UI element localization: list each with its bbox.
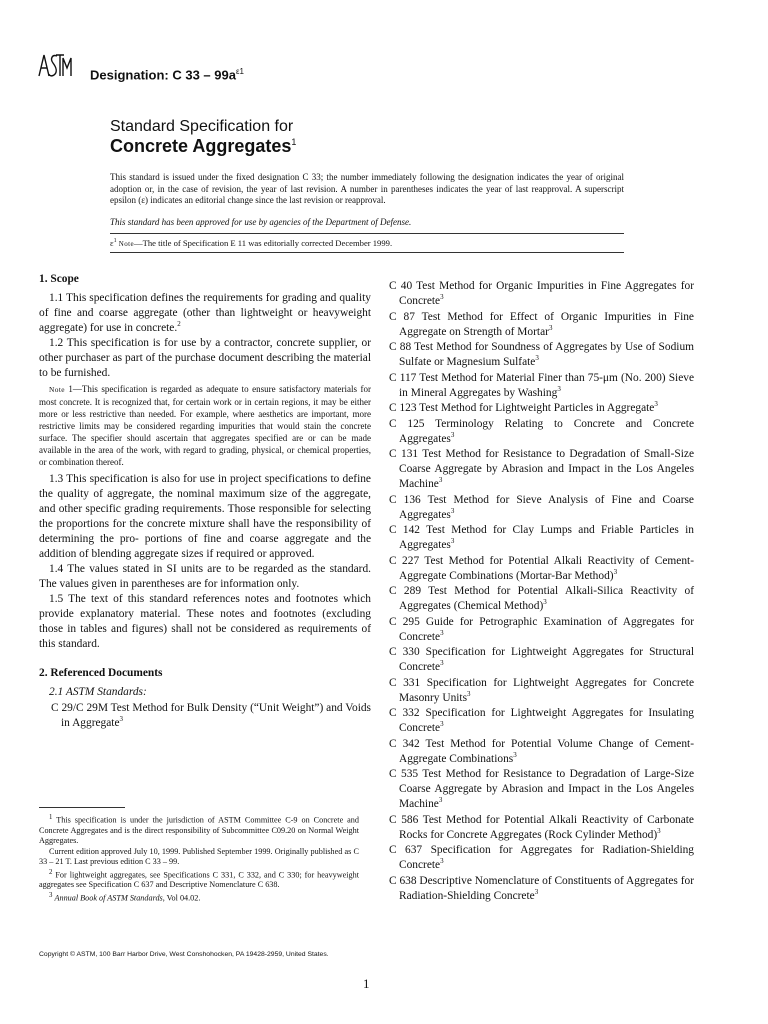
reference-text: C 289 Test Method for Potential Alkali-Silica Reactivity of Aggregates (Chemical Method) — [389, 585, 694, 612]
paragraph-1-1 — [39, 291, 371, 336]
reference-footnote-ref: 3 — [535, 354, 539, 362]
reference-item — [389, 645, 694, 675]
reference-item — [389, 874, 694, 904]
paragraph-1-1-text: 1.1 This specification defines the requirements for grading and quality of fine and coarse aggregate (other than lightweight or heavyweight aggregate) for use in concrete. — [39, 292, 371, 334]
reference-item — [389, 371, 694, 401]
footnote-1 — [39, 813, 359, 846]
reference-item — [389, 554, 694, 584]
reference-item — [389, 843, 694, 873]
section-1-heading: 1. Scope — [39, 273, 79, 285]
reference-item — [389, 767, 694, 812]
reference-footnote-ref: 3 — [654, 400, 658, 408]
footnote-2 — [39, 868, 359, 891]
divider-top — [110, 233, 624, 234]
footnote-2-marker: 2 — [49, 868, 53, 876]
footnote-3-rest: , Vol 04.02. — [162, 894, 201, 904]
paragraph-1-2: 1.2 This specification is for use by a contractor, concrete supplier, or other purchaser as part of the purchase document describing the material to be furnished. — [39, 337, 371, 379]
reference-text: C 123 Test Method for Lightweight Particles in Aggregate — [389, 402, 655, 414]
reference-footnote-ref: 3 — [119, 715, 124, 723]
reference-text: C 227 Test Method for Potential Alkali Reactivity of Cement-Aggregate Combinations (Mortar-Bar Method) — [389, 554, 694, 582]
reference-text: C 330 Specification for Lightweight Aggregates for Structural Concrete — [389, 646, 694, 673]
reference-item — [389, 584, 694, 614]
reference-footnote-ref: 3 — [557, 384, 561, 393]
reference-text: C 125 Terminology Relating to Concrete and Concrete Aggregates — [389, 417, 694, 445]
reference-text: C 29/C 29M Test Method for Bulk Density (“Unit Weight”) and Voids in Aggregate — [51, 702, 371, 729]
editorial-note-text: —The title of Specification E 11 was editorially corrected December 1999. — [133, 238, 393, 248]
paragraph-1-4: 1.4 The values stated in SI units are to be regarded as the standard. The values given in parentheses are for information only. — [39, 563, 371, 590]
reference-footnote-ref: 3 — [534, 887, 539, 896]
note-1-text: 1—This specification is regarded as adequate to ensure satisfactory materials for most concrete. It is recognized that, for certain work or in certain regions, it may be either more or less restrictive than needed. For example, where aesthetics are important, more restrictive limits may be considered regarding impurities that would stain the concrete surface. The specifier should ascertain that aggregates specified are or can be made available in the area of the work, with regard to grading, physical, or chemical properties, or combination thereof. — [39, 384, 371, 467]
page-number: 1 — [363, 976, 370, 991]
reference-item — [389, 706, 694, 736]
reference-text: C 88 Test Method for Soundness of Aggregates by Use of Sodium Sulfate or Magnesium Sulfate — [389, 341, 694, 368]
divider-bottom — [110, 252, 624, 253]
designation — [90, 67, 244, 82]
footnote-divider — [39, 807, 125, 808]
reference-footnote-ref: 3 — [440, 628, 444, 637]
reference-text: C 535 Test Method for Resistance to Degradation of Large-Size Coarse Aggregate by Abrasion and Impact in the Los Angeles Machine — [389, 768, 694, 810]
reference-item — [389, 493, 694, 523]
footnote-3-marker: 3 — [49, 892, 53, 900]
reference-item — [39, 701, 371, 731]
reference-footnote-ref: 3 — [440, 857, 444, 865]
editorial-note — [110, 238, 392, 248]
reference-text: C 637 Specification for Aggregates for Radiation-Shielding Concrete — [389, 844, 694, 871]
reference-item — [389, 279, 694, 309]
reference-text: C 142 Test Method for Clay Lumps and Friable Particles in Aggregates — [389, 524, 694, 551]
reference-item — [389, 523, 694, 553]
reference-footnote-ref: 3 — [438, 476, 443, 484]
astm-standards-subheading: 2.1 ASTM Standards: — [49, 686, 147, 698]
reference-footnote-ref: 3 — [450, 537, 455, 545]
reference-text: C 295 Guide for Petrographic Examination of Aggregates for Concrete — [389, 615, 694, 643]
reference-footnote-ref: 3 — [543, 598, 547, 606]
reference-item — [389, 447, 694, 492]
reference-text: C 586 Test Method for Potential Alkali Reactivity of Carbonate Rocks for Concrete Aggregates (Rock Cylinder Method) — [389, 813, 694, 841]
title-line-1: Standard Specification for — [110, 118, 294, 135]
reference-footnote-ref: 3 — [440, 720, 444, 728]
note-1-label: Note — [49, 385, 65, 394]
reference-item — [389, 676, 694, 706]
footnote-1-continued: Current edition approved July 10, 1999. Published September 1999. Originally published as C 33 – 21 T. Last previous edition C 33 – 99. — [39, 846, 359, 866]
reference-footnote-ref: 3 — [657, 826, 661, 835]
reference-text: C 332 Specification for Lightweight Aggregates for Insulating Concrete — [389, 707, 694, 734]
section-2-heading: 2. Referenced Documents — [39, 667, 163, 679]
right-column — [389, 279, 694, 904]
reference-footnote-ref: 3 — [450, 506, 455, 515]
reference-text: C 342 Test Method for Potential Volume Change of Cement-Aggregate Combinations — [389, 737, 694, 765]
designation-text: Designation: C 33 – 99a — [90, 67, 236, 83]
footnote-3 — [39, 891, 359, 904]
footnote-2-text: For lightweight aggregates, see Specifications C 331, C 332, and C 330; for heavyweight aggregates see Specification C 637 and Descriptive Nomenclature C 638. — [39, 870, 360, 890]
reference-footnote-ref: 3 — [440, 659, 444, 667]
paragraph-1-5: 1.5 The text of this standard references notes and footnotes which provide explanatory material. These notes and footnotes (excluding those in tables and figures) shall not be considered as requirements of this standard. — [39, 593, 371, 650]
reference-footnote-ref: 3 — [548, 323, 553, 332]
editorial-note-label: Note — [118, 240, 134, 248]
astm-logo — [36, 50, 74, 80]
reference-footnote-ref: 3 — [513, 750, 517, 759]
footnote-3-italic: Annual Book of ASTM Standards — [54, 894, 163, 904]
issuance-statement: This standard is issued under the fixed designation C 33; the number immediately following the designation indicates the year of original adoption or, in the case of revision, the year of last revision. A number in parentheses indicates the year of last reapproval. A superscript epsilon (ε) indicates an editorial change since the last revision or reapproval. — [110, 172, 624, 205]
editorial-note-prefix-sup: 1 — [113, 238, 117, 245]
title-footnote-ref: 1 — [291, 137, 297, 147]
reference-footnote-ref: 3 — [613, 567, 618, 576]
copyright-notice: Copyright © ASTM, 100 Barr Harbor Drive, West Conshohocken, PA 19428-2959, United States. — [39, 951, 329, 958]
footnotes — [39, 813, 359, 905]
reference-footnote-ref: 3 — [440, 293, 444, 301]
reference-text: C 131 Test Method for Resistance to Degradation of Small-Size Coarse Aggregate by Abrasion and Impact in the Los Angeles Machine — [389, 448, 694, 490]
footnote-ref-2: 2 — [177, 320, 181, 328]
editorial-note-prefix: ε — [110, 238, 114, 248]
note-1 — [39, 383, 371, 468]
reference-item — [389, 417, 694, 447]
footnote-1-text: This specification is under the jurisdiction of ASTM Committee C-9 on Concrete and Concrete Aggregates and is the direct responsibility of Subcommittee C09.20 on Normal Weight Aggregates. — [39, 815, 359, 845]
left-column — [39, 272, 371, 731]
dod-approval-statement: This standard has been approved for use by agencies of the Department of Defense. — [110, 217, 412, 227]
reference-footnote-ref: 3 — [450, 430, 455, 439]
reference-item — [389, 615, 694, 645]
reference-footnote-ref: 3 — [467, 689, 471, 698]
reference-item — [389, 401, 694, 416]
reference-text: C 331 Specification for Lightweight Aggregates for Concrete Masonry Units — [389, 676, 694, 704]
designation-superscript: ε1 — [235, 67, 244, 76]
reference-text: C 638 Descriptive Nomenclature of Constituents of Aggregates for Radiation-Shielding Concrete — [389, 874, 694, 902]
reference-item — [389, 310, 694, 340]
paragraph-1-3: 1.3 This specification is also for use in project specifications to define the quality of aggregate, the nominal maximum size of the aggregate, and other specific grading requirements. Those responsible for selecting the proportions for the concrete mixture shall have the responsibility of determining the pro- portions of fine and coarse aggregate and the addition of blending aggregate sizes if required or approved. — [39, 473, 371, 560]
reference-footnote-ref: 3 — [438, 796, 443, 804]
footnote-1-marker: 1 — [49, 814, 53, 821]
document-title — [110, 136, 296, 157]
reference-text: C 136 Test Method for Sieve Analysis of Fine and Coarse Aggregates — [389, 493, 694, 521]
reference-item — [389, 737, 694, 767]
reference-text: C 87 Test Method for Effect of Organic Impurities in Fine Aggregate on Strength of Mortar — [389, 310, 694, 338]
reference-item — [389, 813, 694, 843]
reference-text: C 40 Test Method for Organic Impurities in Fine Aggregates for Concrete — [389, 280, 694, 307]
reference-text: C 117 Test Method for Material Finer than 75-μm (No. 200) Sieve in Mineral Aggregates by Washing — [389, 371, 694, 399]
title-line-2: Concrete Aggregates — [110, 136, 292, 156]
reference-item — [389, 340, 694, 370]
